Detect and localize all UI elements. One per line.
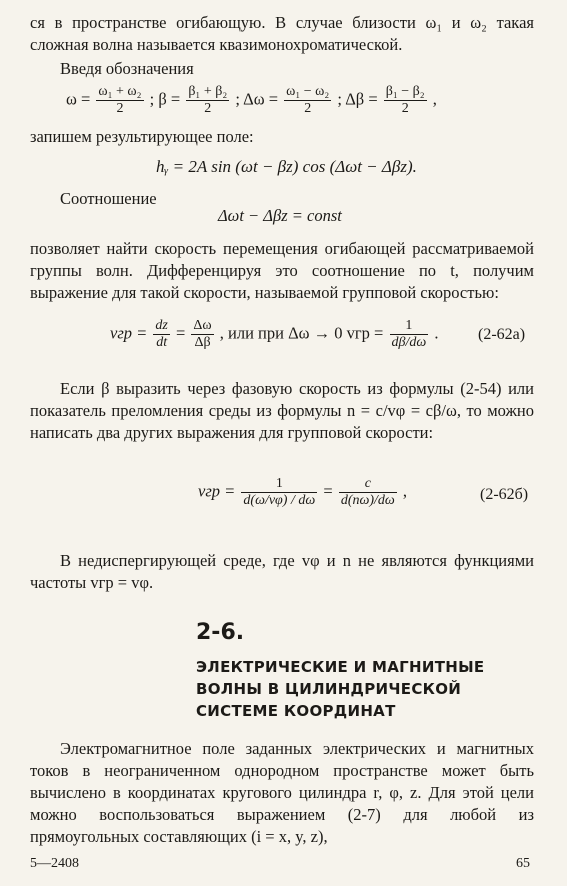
paragraph-nondispersive: В недиспергирующей среде, где vφ и n не являются функциями частоты vгр = vφ. xyxy=(30,551,534,592)
equation-2-62b xyxy=(198,476,407,509)
fraction-numerator: c xyxy=(339,476,397,493)
fraction-dbeta xyxy=(384,84,427,117)
fraction-numerator: 1 xyxy=(241,476,317,493)
equation-2-62a xyxy=(110,318,439,351)
fraction-numerator: β₁ + β₂ xyxy=(188,84,228,99)
fraction-denominator: 2 xyxy=(304,101,312,116)
eq-tail: . xyxy=(434,323,439,343)
fraction-domega xyxy=(284,84,331,117)
paragraph-cylindrical: Электромагнитное поле заданных электрических и магнитных токов в неограниченном однородном пространстве может быть вычислено в координатах кругового цилиндра r, φ, z. Для этой цели можно воспользоваться выражением (2-7) для любой из прямоугольных составляющих (i = x, y, z), xyxy=(30,739,534,846)
eq-middle-text: , или при Δω → 0 vгр = xyxy=(219,323,384,343)
eq-lhs: vгр = xyxy=(198,481,236,501)
fraction-numerator: ω₁ − ω₂ xyxy=(286,84,330,99)
eq-lhs: vгр = xyxy=(110,323,148,343)
equation-notation xyxy=(66,84,437,117)
fraction-denominator: 2 xyxy=(204,101,212,116)
section-number: 2-6. xyxy=(196,620,245,645)
fraction-denominator: 2 xyxy=(401,101,409,116)
fraction-c-over-d-n-omega xyxy=(339,476,397,509)
fraction-denominator: Δβ xyxy=(194,335,211,350)
fraction-denominator: 2 xyxy=(116,101,124,116)
paragraph-field-lead: запишем результирующее поле: xyxy=(30,127,254,146)
eq-omega-lhs: ω = xyxy=(66,89,91,109)
paragraph-notation-lead: Введя обозначения xyxy=(60,59,194,78)
fraction-domega-dbeta xyxy=(191,318,213,351)
paragraph-group-velocity: позволяет найти скорость перемещения огибающей рассматриваемой группы волн. Дифференцируя это соотношение по t, получим выражение для такой скорости, называемой групповой скоростью: xyxy=(30,239,534,302)
equation-number-2-62a: (2-62а) xyxy=(478,326,526,343)
fraction-numerator: dz xyxy=(155,318,168,333)
fraction-one-over-dbeta xyxy=(390,318,429,351)
eq-beta-lhs: ; β = xyxy=(149,89,181,109)
fraction-denominator: d(ω/vφ) / dω xyxy=(243,493,316,508)
paragraph-intro: ся в пространстве огибающую. В случае близости ω₁ и ω₂ такая сложная волна называется квазимонохроматической. xyxy=(30,13,534,54)
fraction-numerator: β₁ − β₂ xyxy=(385,84,425,99)
fraction-beta xyxy=(186,84,229,117)
section-title: ЭЛЕКТРИЧЕСКИЕ И МАГНИТНЫЕ ВОЛНЫ В ЦИЛИНДРИЧЕСКОЙ СИСТЕМЕ КООРДИНАТ xyxy=(196,658,485,720)
page-number: 65 xyxy=(516,856,530,871)
paragraph-relation-lead: Соотношение xyxy=(60,189,157,208)
equation-resultant-field: hᵧ = 2A sin (ωt − βz) cos (Δωt − Δβz). xyxy=(156,157,417,176)
paragraph-phase-velocity: Если β выразить через фазовую скорость из формулы (2-54) или показатель преломления среды из формулы n = c/vφ = cβ/ω, то можно написать два других выражения для групповой скорости: xyxy=(30,379,534,442)
footer-signature: 5—2408 xyxy=(30,856,79,871)
equation-number-2-62b: (2-62б) xyxy=(480,486,529,503)
fraction-denominator: d(nω)/dω xyxy=(340,493,395,508)
eq-tail: , xyxy=(402,481,408,501)
fraction-dz-dt xyxy=(153,318,169,351)
eq-tail: , xyxy=(432,89,437,109)
equation-const: Δωt − Δβz = const xyxy=(218,206,342,225)
fraction-numerator: Δω xyxy=(193,318,212,333)
eq-dbeta-lhs: ; Δβ = xyxy=(337,89,378,109)
fraction-one-over-d-omega-vphi xyxy=(241,476,317,509)
fraction-denominator: dβ/dω xyxy=(391,335,427,350)
fraction-numerator: ω₁ + ω₂ xyxy=(98,84,142,99)
eq-equals: = xyxy=(323,481,333,501)
eq-domega-lhs: ; Δω = xyxy=(235,89,279,109)
fraction-denominator: dt xyxy=(156,335,168,350)
fraction-omega xyxy=(96,84,143,117)
eq-equals: = xyxy=(175,323,186,343)
fraction-numerator: 1 xyxy=(390,318,429,335)
